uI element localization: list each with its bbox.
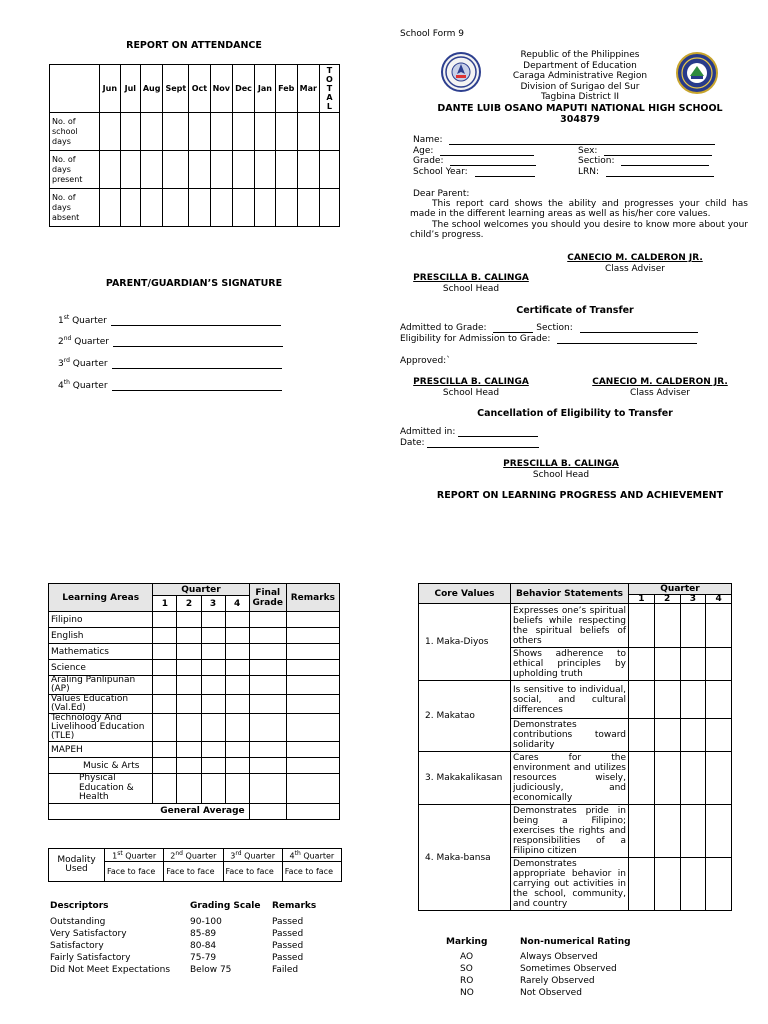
grading-row: Outstanding 90-100 Passed [50,917,304,927]
form-label: School Form 9 [400,29,464,39]
adviser-title: Class Adviser [604,263,665,274]
transfer-section-field[interactable] [580,332,698,333]
signature-line[interactable] [113,346,283,347]
quarter-header: Quarter [153,584,249,596]
grades-header-row [49,584,340,596]
behavior-statement: Shows adherence to ethical principles by upholding truth [511,648,629,681]
student-name-row [413,135,715,145]
head-name: PRESCILLA B. CALINGA [413,377,529,387]
admitted-in-label: Admitted in: [400,427,456,437]
head-title: School Head [442,387,500,398]
school-id: 304879 [560,114,600,125]
month-header: Jan [254,65,275,113]
subject-name: Mathematics [49,644,153,660]
core-header-row [419,584,732,595]
sex-label: Sex: [578,146,598,156]
marking-header-row: Marking Non-numerical Rating [446,937,631,947]
student-age-row [413,146,534,156]
section-field[interactable] [621,165,709,166]
general-average-row [49,803,340,819]
transfer-title: Certificate of Transfer [516,305,634,316]
behavior-statement: Is sensitive to individual, social, and cultural differences [511,681,629,719]
student-lrn-row [578,167,714,177]
subject-name: Science [49,660,153,676]
letter-paragraph-1: This report card shows the ability and progresses your child has made in the different learning areas as well as his/her core values. [410,199,748,219]
core-statement-row [419,752,732,805]
subject-row [49,714,340,742]
attendance-row [50,189,340,227]
marking-row: SO Sometimes Observed [460,964,617,974]
modality-value: Face to face [164,861,223,881]
agency-line: Tagbina District II [540,92,620,103]
core-quarter-number: 3 [680,595,706,604]
signature-quarter-1: 1st Quarter [58,314,281,326]
head-name: PRESCILLA B. CALINGA [413,273,529,283]
behavior-statement: Demonstrates pride in being a Filipino; exercises the rights and responsibilities of a Filipino citizen [511,805,629,858]
admitted-in-field[interactable] [458,436,538,437]
core-value-name: 1. Maka-Diyos [419,604,511,681]
remarks-header: Remarks [286,584,339,612]
core-values-header: Core Values [419,584,511,604]
approved-label: Approved:` [400,356,451,366]
grading-row: Fairly Satisfactory 75-79 Passed [50,953,304,963]
subject-row [49,676,340,695]
behavior-header: Behavior Statements [511,584,629,604]
grade-label: Grade: [413,156,444,166]
head-name: PRESCILLA B. CALINGA [503,459,619,469]
adviser-signature-2 [578,377,742,398]
subject-name: English [49,628,153,644]
core-value-name: 4. Maka-bansa [419,805,511,911]
adviser-title: Class Adviser [629,387,690,398]
subject-row [49,644,340,660]
attendance-header-row [50,65,340,113]
signature-quarter-3: 3rd Quarter [58,357,282,369]
month-header: Nov [210,65,232,113]
subject-name: Filipino [49,612,153,628]
subject-row [49,628,340,644]
signature-title: PARENT/GUARDIAN’S SIGNATURE [105,278,283,289]
month-header: Aug [140,65,163,113]
month-header: Oct [189,65,210,113]
grading-header-row: Descriptors Grading Scale Remarks [50,901,317,911]
agency-line: Department of Education [523,60,637,71]
attendance-row [50,151,340,189]
behavior-statement: Demonstrates appropriate behavior in carrying out activities in the school, community, and country [511,858,629,911]
date-row [400,438,539,448]
signature-quarter-2: 2nd Quarter [58,335,283,347]
core-statement-row [419,604,732,648]
agency-line: Division of Surigao del Sur [520,81,640,92]
modality-value: Face to face [105,861,164,881]
head-title: School Head [532,469,590,480]
subject-row [49,742,340,758]
quarter-number: 3 [201,596,225,612]
section-label: Section: [578,156,615,166]
subject-name: Araling Panlipunan (AP) [49,676,153,695]
admitted-grade-label: Admitted to Grade: [400,323,487,333]
head-title: School Head [442,283,500,294]
cancellation-title: Cancellation of Eligibility to Transfer [477,408,673,419]
subject-name: Music & Arts [49,758,153,774]
marking-row: RO Rarely Observed [460,976,595,986]
admitted-grade-field[interactable] [493,332,533,333]
school-year-label: School Year: [413,167,468,177]
marking-row: NO Not Observed [460,988,582,998]
date-field[interactable] [427,447,539,448]
attendance-row-label: No. of school days [50,113,100,151]
grade-field[interactable] [450,165,536,166]
student-section-row [578,156,709,166]
eligibility-label: Eligibility for Admission to Grade: [400,334,551,344]
month-header: Mar [297,65,319,113]
learning-areas-header: Learning Areas [49,584,153,612]
grading-row: Very Satisfactory 85-89 Passed [50,929,304,939]
grades-table [48,583,340,820]
transfer-section-label: Section: [536,323,573,333]
core-statement-row [419,681,732,719]
grading-row: Did Not Meet Expectations Below 75 Failed [50,965,299,975]
core-quarter-number: 1 [629,595,655,604]
signature-line[interactable] [112,368,282,369]
attendance-table [49,64,340,227]
adviser-signature-1 [560,253,710,274]
subject-name: Values Education (Val.Ed) [49,695,153,714]
modality-quarter: 2nd Quarter [164,849,223,862]
head-signature-3 [490,459,632,480]
final-grade-header: Final Grade [249,584,286,612]
school-year-field[interactable] [475,176,535,177]
modality-label: Modality Used [49,849,105,882]
core-statement-row [419,805,732,858]
month-header: Jun [99,65,120,113]
age-label: Age: [413,146,434,156]
quarter-number: 2 [177,596,201,612]
attendance-title: REPORT ON ATTENDANCE [126,40,262,51]
adviser-name: CANECIO M. CALDERON JR. [567,253,703,263]
subject-name: MAPEH [49,742,153,758]
lrn-field[interactable] [606,176,714,177]
subject-name: Technology And Livelihood Education (TLE) [49,714,153,742]
month-header: Dec [233,65,255,113]
grading-scale [50,900,340,976]
letter-salutation: Dear Parent: [413,189,470,199]
subject-row [49,660,340,676]
student-grade-row [413,156,536,166]
modality-quarter: 1st Quarter [105,849,164,862]
month-header: Sept [163,65,189,113]
name-label: Name: [413,135,443,145]
total-label: TOTAL [326,66,333,111]
signature-line[interactable] [112,390,282,391]
agency-line: Republic of the Philippines [520,50,640,60]
subject-row [49,612,340,628]
head-signature-1 [400,273,542,294]
school-name: DANTE LUIB OSANO MAPUTI NATIONAL HIGH SCHOOL [437,103,723,114]
subject-name: Physical Education & Health [49,774,153,804]
total-header [319,65,339,113]
student-sex-row [578,146,712,156]
lrn-label: LRN: [578,167,600,177]
letter-paragraph-2: The school welcomes you should you desire to know more about your child’s progress. [410,220,748,240]
name-field[interactable] [449,144,715,145]
marking-row: AO Always Observed [460,952,598,962]
subject-row [49,695,340,714]
modality-quarter: 4th Quarter [282,849,341,862]
quarter-number: 4 [225,596,249,612]
attendance-row-label: No. of days present [50,151,100,189]
core-quarter-number: 4 [706,595,732,604]
eligibility-row [400,334,697,344]
quarter-number: 1 [153,596,177,612]
core-quarter-header: Quarter [629,584,732,595]
signature-quarter-4: 4th Quarter [58,379,282,391]
general-average-label: General Average [49,803,250,819]
month-header: Jul [120,65,140,113]
behavior-statement: Expresses one’s spiritual beliefs while respecting the spiritual beliefs of others [511,604,629,648]
date-label: Date: [400,438,425,448]
core-value-name: 2. Makatao [419,681,511,752]
signature-line[interactable] [111,325,281,326]
subject-row [49,758,340,774]
progress-title: REPORT ON LEARNING PROGRESS AND ACHIEVEMENT [436,490,724,501]
modality-value: Face to face [282,861,341,881]
modality-header-row [49,849,342,862]
core-value-name: 3. Makakalikasan [419,752,511,805]
adviser-name: CANECIO M. CALDERON JR. [592,377,728,387]
head-signature-2 [400,377,542,398]
transfer-admitted-row [400,323,698,333]
eligibility-field[interactable] [557,343,697,344]
grading-row: Satisfactory 80-84 Passed [50,941,304,951]
attendance-row-label: No. of days absent [50,189,100,227]
behavior-statement: Cares for the environment and utilizes resources wisely, judiciously, and economically [511,752,629,805]
modality-value: Face to face [223,861,282,881]
attendance-corner-cell [50,65,100,113]
school-header [400,103,760,125]
agency-line: Caraga Administrative Region [512,71,648,82]
core-quarter-number: 2 [654,595,680,604]
subject-row [49,774,340,804]
core-values-table [418,583,732,911]
student-year-row [413,167,535,177]
modality-table [48,848,342,882]
attendance-row [50,113,340,151]
month-header: Feb [275,65,297,113]
marking-legend [440,936,740,999]
behavior-statement: Demonstrates contributions toward solidarity [511,719,629,752]
modality-quarter: 3rd Quarter [223,849,282,862]
admitted-in-row [400,427,538,437]
agency-header [470,50,690,103]
